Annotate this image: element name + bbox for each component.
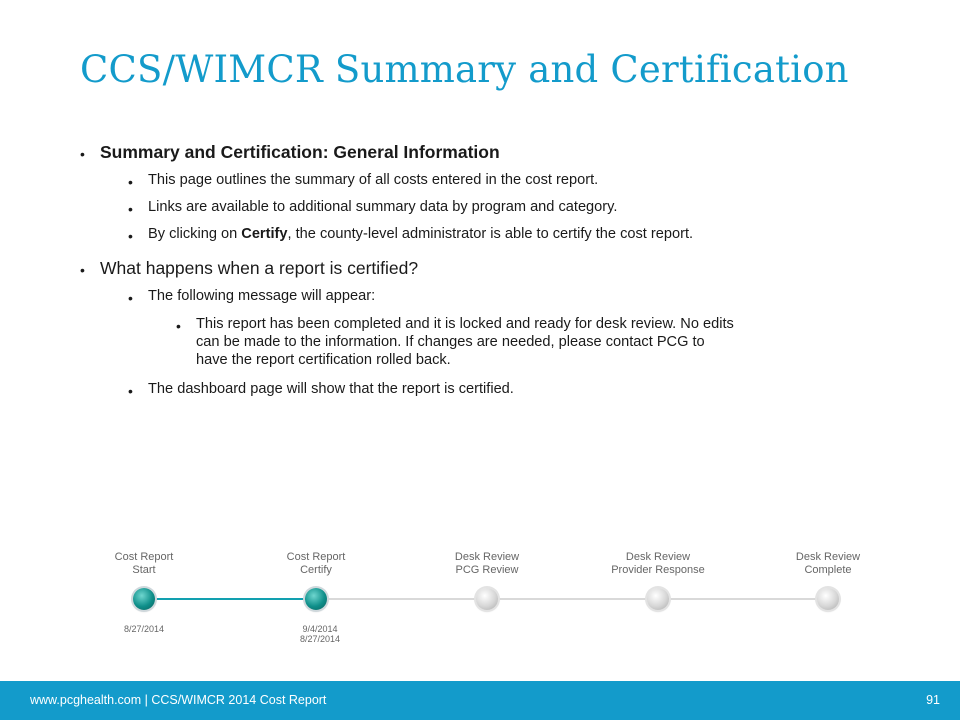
step-label-line: Provider Response [611, 564, 705, 576]
timeline-step-label [588, 551, 728, 577]
footer-text: www.pcghealth.com | CCS/WIMCR 2014 Cost Report [30, 693, 327, 707]
bullet-marker: • [128, 201, 133, 217]
step-node-complete-icon [305, 588, 327, 610]
certify-suffix: , the county-level administrator is able to certify the cost report. [287, 226, 694, 242]
timeline-step-label [74, 551, 214, 577]
timeline-step-label [758, 551, 898, 577]
bullet-marker: • [128, 228, 133, 244]
step-date: 9/4/2014 [302, 624, 338, 634]
step-node-pending-icon [647, 588, 669, 610]
step-node-pending-icon [817, 588, 839, 610]
step-label-line: Complete [804, 564, 852, 576]
bullet-marker: • [128, 290, 133, 306]
footer-bar [0, 681, 960, 720]
page-number: 91 [926, 693, 940, 707]
message-line-1: This report has been completed and it is locked and ready for desk review. No edits [196, 316, 734, 332]
bullet-marker: • [176, 318, 181, 334]
step-label-line: Desk Review [454, 551, 520, 563]
message-line-2: can be made to the information. If changes are needed, please contact PCG to [196, 334, 705, 350]
step-label-line: Certify [300, 564, 332, 576]
step-node-complete-icon [133, 588, 155, 610]
bullet-what-happens: What happens when a report is certified? [100, 258, 419, 278]
bullet-marker: • [80, 146, 85, 162]
step-label-line: Desk Review [625, 551, 691, 563]
bullet-dashboard: The dashboard page will show that the report is certified. [148, 381, 514, 397]
step-label-line: Cost Report [114, 551, 174, 563]
step-date: 8/27/2014 [123, 624, 165, 634]
bullet-summary-certify [148, 226, 693, 242]
timeline-step-label [417, 551, 557, 577]
step-label-line: Desk Review [795, 551, 861, 563]
bullet-summary-heading: Summary and Certification: General Information [100, 142, 500, 162]
step-label-line: PCG Review [455, 564, 519, 576]
bullet-summary-links: Links are available to additional summary data by program and category. [148, 199, 618, 215]
bullet-message-appear: The following message will appear: [148, 288, 376, 304]
bullet-marker: • [128, 383, 133, 399]
step-node-pending-icon [476, 588, 498, 610]
bullet-marker: • [128, 174, 133, 190]
certify-prefix: By clicking on [148, 226, 242, 242]
timeline-progress [144, 598, 316, 600]
step-date: 8/27/2014 [299, 634, 341, 644]
step-label-line: Cost Report [286, 551, 346, 563]
slide-title: CCS/WIMCR Summary and Certification [80, 48, 849, 91]
timeline-step-label [246, 551, 386, 577]
step-label-line: Start [132, 564, 156, 576]
bullet-summary-outline: This page outlines the summary of all costs entered in the cost report. [148, 172, 599, 188]
message-line-3: have the report certification rolled back. [196, 352, 451, 368]
certify-keyword: Certify [241, 226, 288, 242]
bullet-marker: • [80, 262, 85, 278]
